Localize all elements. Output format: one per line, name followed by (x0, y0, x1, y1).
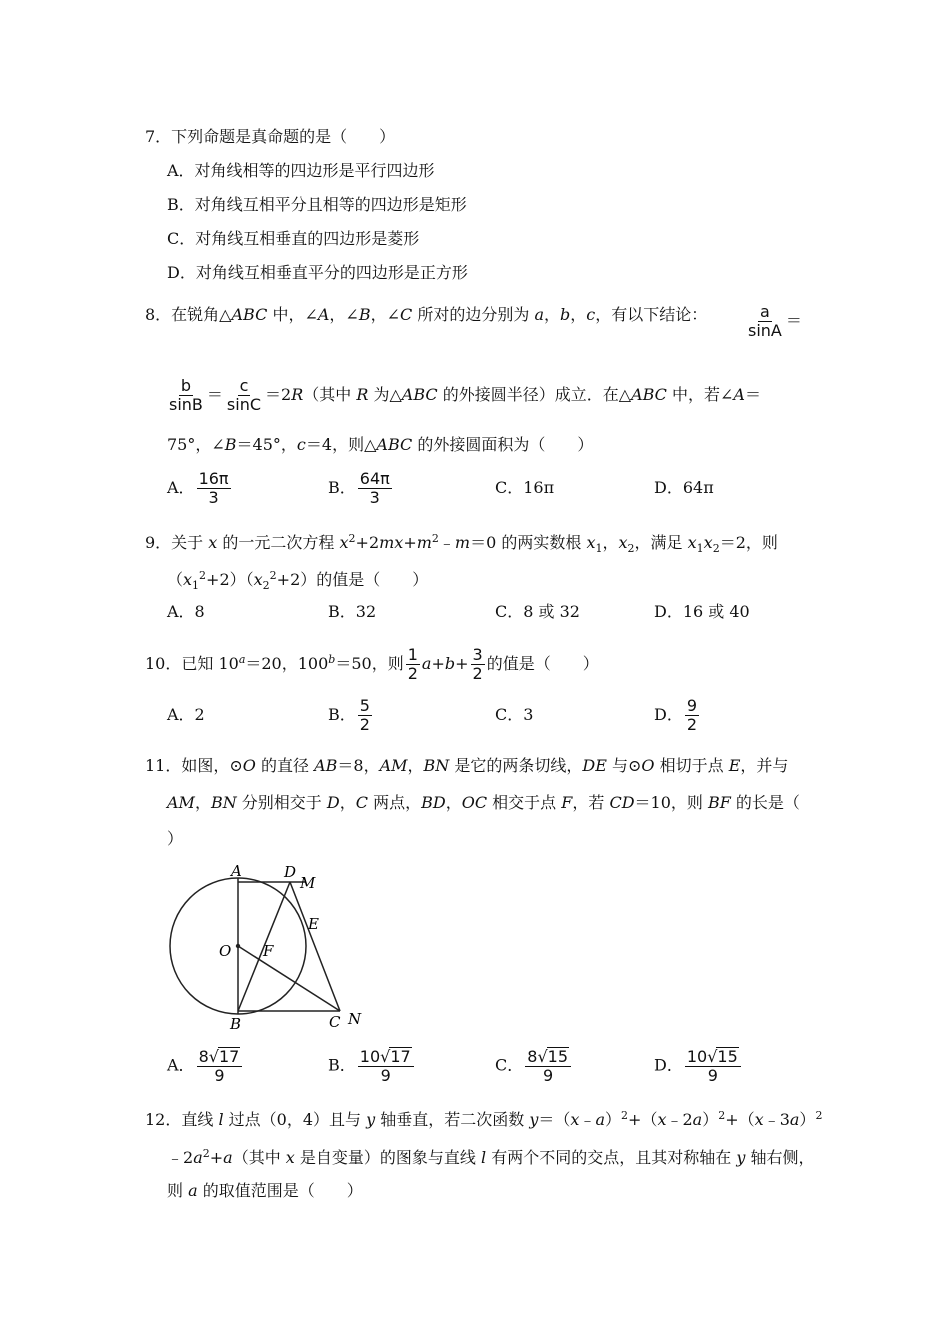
label-o: O (219, 942, 232, 960)
label-n: N (348, 1010, 362, 1028)
q9-option-a: A．8 (167, 602, 205, 621)
q10-option-a: A．2 (167, 705, 205, 724)
q10-option-d: D． $\frac{9}{2}$ (654, 696, 698, 734)
q8-stem-line1: 8．在锐角△ABC 中，∠A，∠B，∠C 所对的边分别为 a，b，c，有以下结论： (145, 305, 708, 324)
q8-fraction-a-over-sina: $\frac{a}{\sin A}$ ＝ (748, 302, 802, 340)
q11-stem-line1: 11．如图，⊙O 的直径 AB＝8，AM，BN 是它的两条切线，DE 与⊙O 相切于点 E，并与 (145, 756, 789, 775)
label-m: M (300, 874, 316, 892)
segment-oc (238, 946, 340, 1011)
q10-option-b: B． $\frac{5}{2}$ (328, 696, 370, 734)
q12-stem-line2: $﹣2a^2+a$（其中 x 是自变量）的图象与直线 l 有两个不同的交点，且其对称轴在 y 轴右侧， (167, 1147, 815, 1167)
center-point (236, 944, 240, 948)
label-e: E (308, 915, 319, 933)
q12-stem-line1: 12．直线 l 过点（0，4）且与 y 轴垂直，若二次函数 y＝（x﹣a）$^2$+（x﹣2a）$^2$+（x﹣3a）$^2$ (145, 1109, 823, 1129)
label-f: F (263, 942, 274, 960)
q11-stem-line2: AM，BN 分别相交于 D，C 两点，BD，OC 相交于点 F，若 CD＝10，则 BF 的长是（ (167, 793, 800, 812)
q8-option-b: B． $\frac{64\pi}{3}$ (328, 469, 390, 507)
q9-stem-line1: 9．关于 x 的一元二次方程 $x^2+2mx+m^2﹣m=0$ 的两实数根 $x_1$，$x_2$，满足 $x_1x_2=2$，则 (145, 532, 778, 555)
q8-stem-line3: 75°，∠B＝45°，c＝4，则△ABC 的外接圆面积为（ ） (167, 435, 594, 454)
q7-option-c: C．对角线互相垂直的四边形是菱形 (167, 229, 420, 248)
label-a: A (231, 862, 242, 880)
segment-dc (290, 882, 340, 1011)
q11-geometry-figure (160, 858, 370, 1033)
q9-stem-line2: $(x_1^2+2)(x_2^2+2)$的值是（ ） (167, 569, 429, 592)
q11-option-b: B． $\frac{10√17}{9}$ (328, 1047, 416, 1085)
q9-option-b: B．32 (328, 602, 377, 621)
q11-stem-line3: ） (167, 829, 184, 848)
q8-option-a: A． $\frac{16\pi}{3}$ (167, 469, 229, 507)
label-d: D (284, 863, 297, 881)
q12-stem-line3: 则 a 的取值范围是（ ） (167, 1181, 363, 1200)
q9-option-c: C．8 或 32 (495, 602, 580, 621)
q8-option-c: C．16π (495, 478, 555, 497)
q11-option-a: A． $\frac{8√17}{9}$ (167, 1047, 244, 1085)
q7-stem: 7．下列命题是真命题的是（ ） (145, 127, 396, 146)
q8-option-d: D．64π (654, 478, 714, 497)
q11-option-c: C． $\frac{8√15}{9}$ (495, 1047, 573, 1085)
q7-option-a: A．对角线相等的四边形是平行四边形 (167, 161, 435, 180)
q7-option-d: D．对角线互相垂直平分的四边形是正方形 (167, 263, 468, 282)
q7-option-b: B．对角线互相平分且相等的四边形是矩形 (167, 195, 467, 214)
q10-option-c: C．3 (495, 705, 534, 724)
q10-stem: 10．已知 $10^a=20$，$100^b=50$，则 $\frac{1}{2}$ a+b+ $\frac{3}{2}$ 的值是（ ） (145, 645, 599, 683)
q9-option-d: D．16 或 40 (654, 602, 750, 621)
q11-option-d: D． $\frac{10√15}{9}$ (654, 1047, 743, 1085)
label-b: B (230, 1015, 242, 1033)
label-c: C (329, 1013, 341, 1031)
q8-stem-line2: $\frac{b}{\sin B}$ ＝ $\frac{c}{\sin C}$ ＝2R（其中 R 为△ABC 的外接圆半径）成立．在△ABC 中，若∠A＝ (169, 376, 761, 414)
